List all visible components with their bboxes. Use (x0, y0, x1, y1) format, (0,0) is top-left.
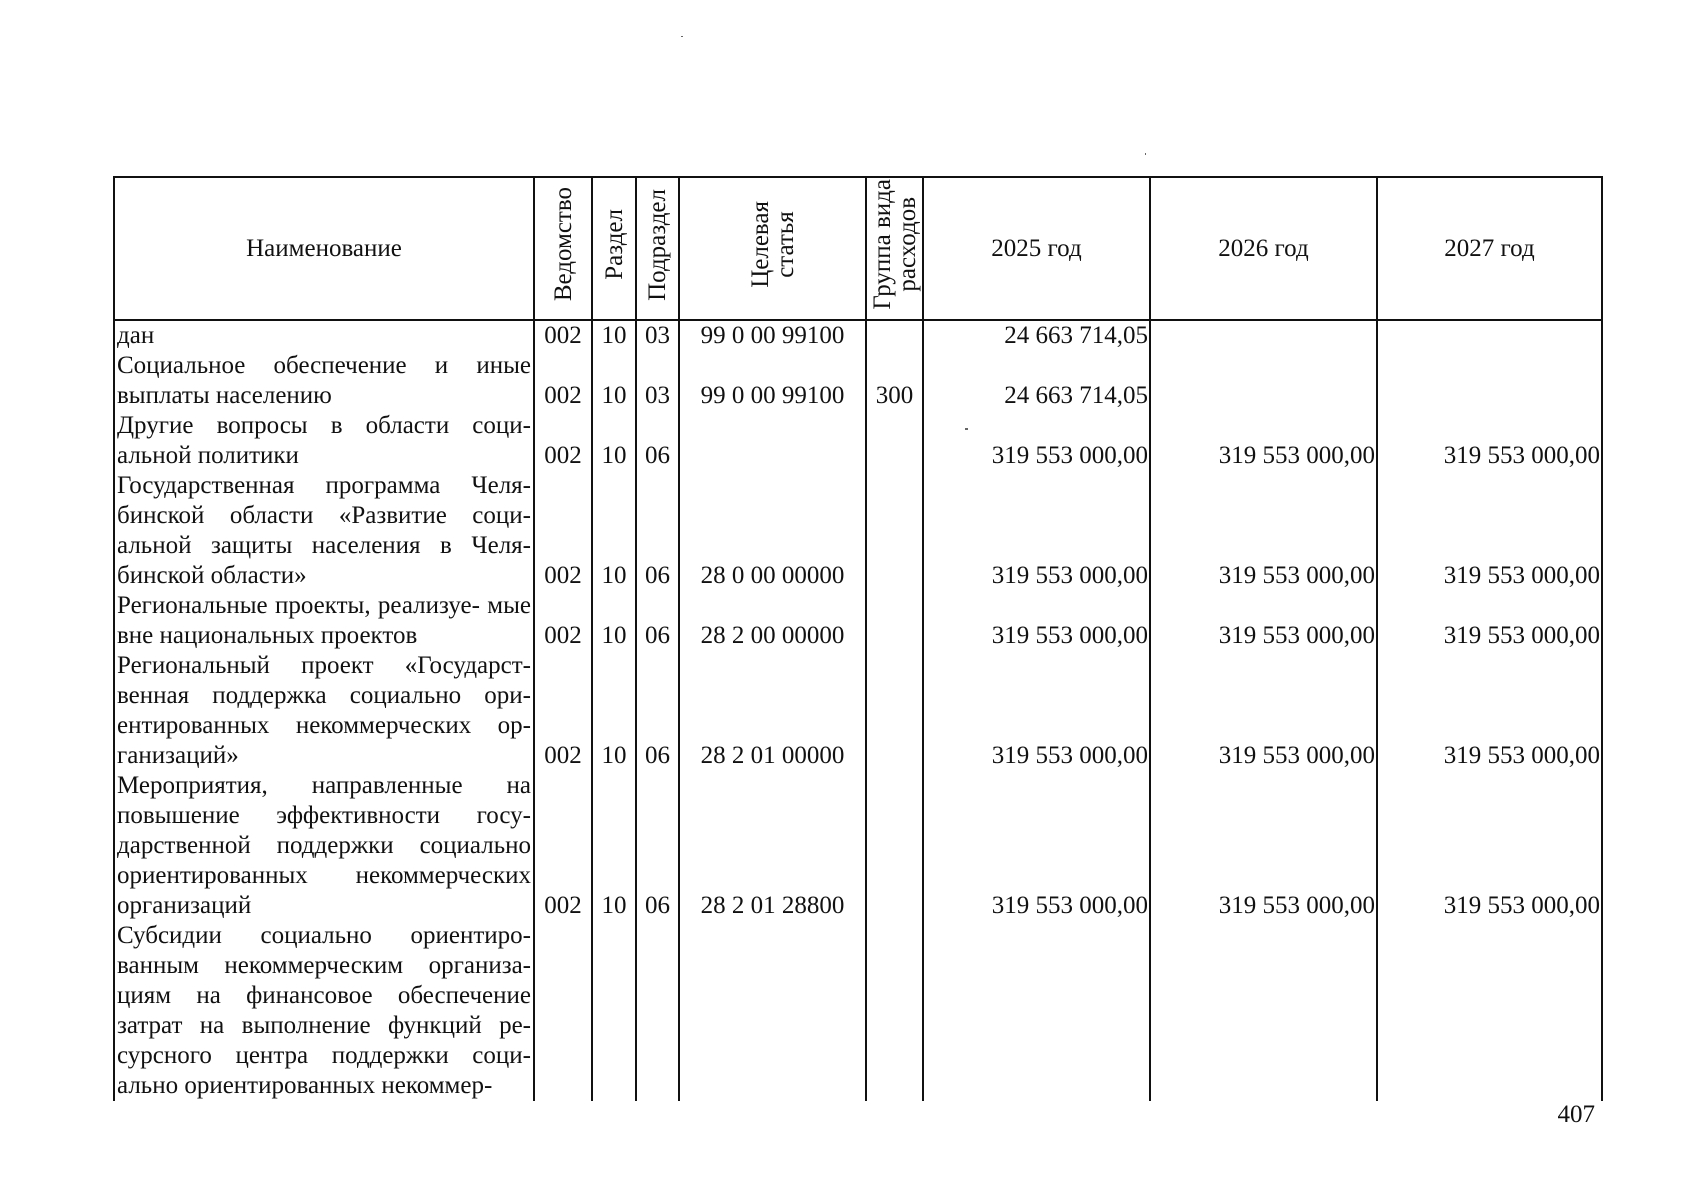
table-header-row (114, 177, 1602, 320)
header-razdel (592, 177, 636, 320)
table-body (114, 320, 1602, 1101)
amount-2026: 319 553 000,00 (1150, 411, 1377, 471)
amount-2025: 319 553 000,00 (923, 771, 1150, 921)
podrazdel-cell: 03 (636, 351, 679, 411)
vedomstvo-cell: 002 (534, 651, 592, 771)
amount-2026: 319 553 000,00 (1150, 651, 1377, 771)
vedomstvo-cell: 002 (534, 771, 592, 921)
vedomstvo-cell: 002 (534, 320, 592, 351)
celevaya-cell: 99 0 00 99100 (679, 320, 866, 351)
table-row (114, 921, 1602, 1101)
amount-2025: 24 663 714,05 (923, 351, 1150, 411)
row-name: Субсидии социально ориентиро- ванным некоммерческим организа- циям на финансовое обеспечение затрат на выполнение функций ре- сурсного центра поддержки соци- ально ориентированных некоммер- (114, 921, 534, 1101)
header-gruppa-label: Группа вида расходов (868, 179, 921, 310)
header-celevaya (679, 177, 866, 320)
vedomstvo-cell: 002 (534, 351, 592, 411)
gruppa-cell (866, 411, 923, 471)
row-name: Государственная программа Челя- бинской области «Развитие соци- альной защиты населения в Челя- бинской области» (114, 471, 534, 591)
celevaya-cell: 28 0 00 00000 (679, 471, 866, 591)
amount-2027 (1377, 320, 1602, 351)
header-2026: 2026 год (1150, 177, 1377, 320)
table-row (114, 351, 1602, 411)
header-gruppa (866, 177, 923, 320)
amount-2025: 24 663 714,05 (923, 320, 1150, 351)
razdel-cell: 10 (592, 591, 636, 651)
vedomstvo-cell: 002 (534, 411, 592, 471)
scan-speck (1145, 153, 1146, 155)
header-2027: 2027 год (1377, 177, 1602, 320)
page-number: 407 (1557, 1101, 1595, 1128)
podrazdel-cell: 03 (636, 320, 679, 351)
gruppa-cell (866, 320, 923, 351)
gruppa-cell (866, 921, 923, 1101)
amount-2027: 319 553 000,00 (1377, 411, 1602, 471)
razdel-cell (592, 921, 636, 1101)
row-name: Другие вопросы в области соци- альной политики (114, 411, 534, 471)
podrazdel-cell: 06 (636, 411, 679, 471)
razdel-cell: 10 (592, 351, 636, 411)
header-vedomstvo-label: Ведомство (549, 187, 577, 302)
celevaya-cell: 28 2 01 00000 (679, 651, 866, 771)
amount-2026: 319 553 000,00 (1150, 771, 1377, 921)
razdel-cell: 10 (592, 651, 636, 771)
podrazdel-cell (636, 921, 679, 1101)
vedomstvo-cell: 002 (534, 591, 592, 651)
podrazdel-cell: 06 (636, 771, 679, 921)
amount-2027: 319 553 000,00 (1377, 591, 1602, 651)
header-celevaya-label: Целевая статья (746, 201, 799, 288)
celevaya-cell (679, 921, 866, 1101)
header-razdel-label: Раздел (600, 209, 628, 280)
table-row (114, 411, 1602, 471)
row-name: Социальное обеспечение и иные выплаты населению (114, 351, 534, 411)
amount-2027: 319 553 000,00 (1377, 651, 1602, 771)
row-name: Региональный проект «Государст- венная поддержка социально ори- ентированных некоммерческих ор- ганизаций» (114, 651, 534, 771)
row-name: Мероприятия, направленные на повышение эффективности госу- дарственной поддержки социально ориентированных некоммерческих организаций (114, 771, 534, 921)
header-vedomstvo (534, 177, 592, 320)
vedomstvo-cell: 002 (534, 471, 592, 591)
razdel-cell: 10 (592, 411, 636, 471)
table-row (114, 320, 1602, 351)
row-name: Региональные проекты, реализуе- мые вне национальных проектов (114, 591, 534, 651)
table-row (114, 471, 1602, 591)
header-podrazdel (636, 177, 679, 320)
podrazdel-cell: 06 (636, 651, 679, 771)
amount-2027 (1377, 351, 1602, 411)
amount-2026 (1150, 351, 1377, 411)
amount-2027 (1377, 921, 1602, 1101)
amount-2025: 319 553 000,00 (923, 591, 1150, 651)
amount-2025: 319 553 000,00 (923, 411, 1150, 471)
amount-2025 (923, 921, 1150, 1101)
vedomstvo-cell (534, 921, 592, 1101)
table-row (114, 651, 1602, 771)
celevaya-cell: 28 2 01 28800 (679, 771, 866, 921)
gruppa-cell (866, 651, 923, 771)
celevaya-cell (679, 411, 866, 471)
amount-2026: 319 553 000,00 (1150, 591, 1377, 651)
razdel-cell: 10 (592, 320, 636, 351)
amount-2025: 319 553 000,00 (923, 471, 1150, 591)
amount-2025: 319 553 000,00 (923, 651, 1150, 771)
podrazdel-cell: 06 (636, 591, 679, 651)
amount-2026: 319 553 000,00 (1150, 471, 1377, 591)
amount-2026 (1150, 921, 1377, 1101)
amount-2027: 319 553 000,00 (1377, 771, 1602, 921)
budget-table (113, 176, 1603, 1101)
gruppa-cell (866, 591, 923, 651)
table-row (114, 591, 1602, 651)
gruppa-cell (866, 471, 923, 591)
razdel-cell: 10 (592, 471, 636, 591)
header-2025: 2025 год (923, 177, 1150, 320)
gruppa-cell: 300 (866, 351, 923, 411)
row-name: дан (114, 320, 534, 351)
podrazdel-cell: 06 (636, 471, 679, 591)
scan-speck (965, 428, 968, 430)
celevaya-cell: 28 2 00 00000 (679, 591, 866, 651)
header-podrazdel-label: Подраздел (644, 188, 671, 301)
amount-2026 (1150, 320, 1377, 351)
table-row (114, 771, 1602, 921)
scan-speck (681, 36, 683, 37)
celevaya-cell: 99 0 00 99100 (679, 351, 866, 411)
header-name: Наименование (114, 177, 534, 320)
amount-2027: 319 553 000,00 (1377, 471, 1602, 591)
gruppa-cell (866, 771, 923, 921)
razdel-cell: 10 (592, 771, 636, 921)
